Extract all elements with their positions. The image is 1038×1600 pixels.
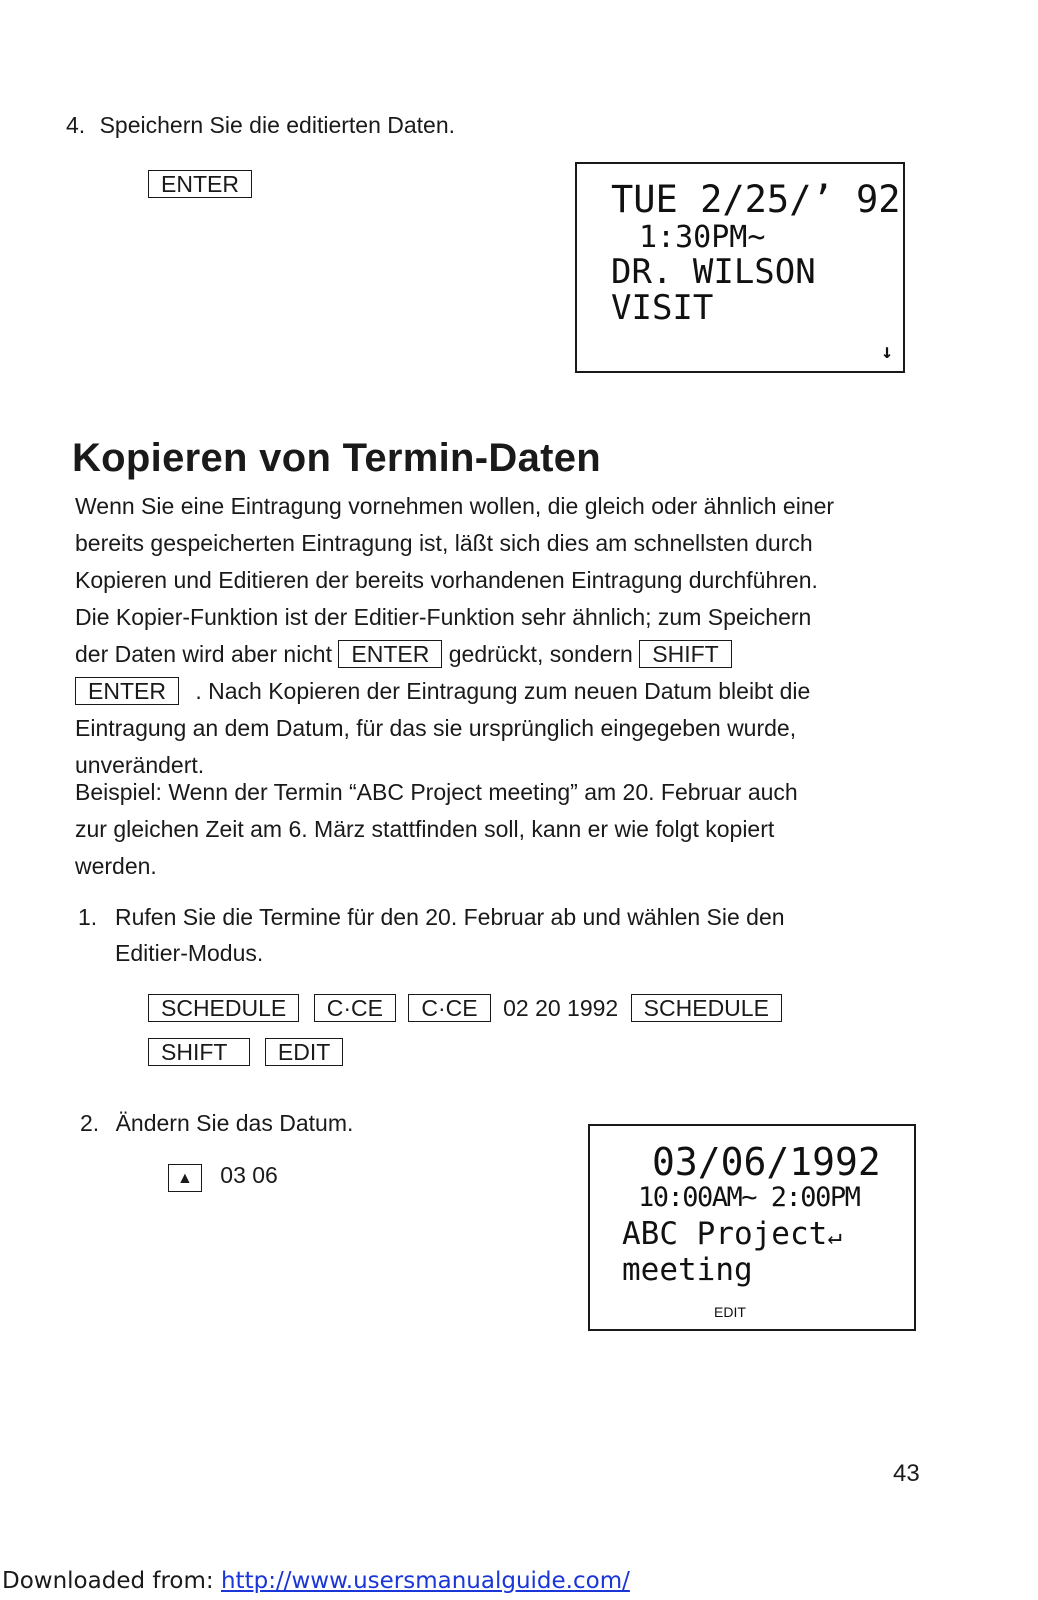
lcd-title-text: ABC Project xyxy=(622,1216,828,1252)
edit-mode-indicator: EDIT xyxy=(714,1304,746,1320)
lcd-line-text: VISIT xyxy=(611,288,714,328)
word: aber xyxy=(230,641,278,667)
section-title: Kopieren von Termin-Daten xyxy=(72,436,602,480)
enter-key: ENTER xyxy=(148,170,252,198)
paragraph-copy-intro xyxy=(75,488,911,784)
text-line-with-keys xyxy=(75,636,911,673)
word: nicht xyxy=(283,641,332,667)
text-line: Kopieren und Editieren der bereits vorhandenen Eintragung durchführen. xyxy=(75,567,818,593)
lcd-line-date: 03/06/1992 xyxy=(652,1140,881,1184)
step-text: Speichern Sie die editierten Daten. xyxy=(99,112,456,138)
lcd-display-1 xyxy=(575,162,905,373)
text-line: unverändert. xyxy=(75,752,205,778)
up-arrow-key: ▲ xyxy=(168,1164,202,1192)
lcd-display-2 xyxy=(588,1124,916,1331)
text-line: Die Kopier-Funktion ist der Editier-Funktion sehr ähnlich; zum Speichern xyxy=(75,604,812,630)
step-number: 4. xyxy=(66,112,86,138)
step2-item xyxy=(80,1112,353,1135)
step-number: 2. xyxy=(80,1110,100,1136)
lcd-line-date: TUE 2/25/’ 92 xyxy=(611,178,901,221)
lcd-line-time: 1:30PM~ xyxy=(639,220,766,255)
date-input-text: 02 20 1992 xyxy=(503,995,619,1021)
key-sequence-row1 xyxy=(148,994,782,1022)
download-footer xyxy=(2,1568,630,1594)
step1-text-line2: Editier-Modus. xyxy=(115,940,264,966)
key-sequence-row2 xyxy=(148,1038,343,1066)
step4-item xyxy=(66,114,455,137)
footer-prefix: Downloaded from: xyxy=(2,1568,221,1594)
word: sondern xyxy=(549,641,633,667)
text-line: bereits gespeicherten Eintragung ist, läßt sich dies am schnellsten durch xyxy=(75,530,813,556)
lcd-line-time: 10:00AM~ 2:00PM xyxy=(638,1182,860,1213)
word: Daten xyxy=(114,641,177,667)
page-number: 43 xyxy=(893,1460,920,1487)
text-line: Beispiel: Wenn der Termin “ABC Project meeting” am 20. Februar auch xyxy=(75,779,798,805)
key-sequence-step2 xyxy=(168,1164,278,1192)
paragraph-example xyxy=(75,774,911,885)
text-line: werden. xyxy=(75,853,157,879)
step1-number: 1. xyxy=(78,904,98,930)
word: gedrückt, xyxy=(448,641,544,667)
step1-text-line1: Rufen Sie die Termine für den 20. Februar ab und wählen Sie den xyxy=(115,904,785,930)
word: der xyxy=(75,641,109,667)
enter-key: ENTER xyxy=(75,677,179,705)
cce-key: C·CE xyxy=(408,994,490,1022)
schedule-key: SCHEDULE xyxy=(631,994,782,1022)
text: . Nach Kopieren der Eintragung zum neuen Datum bleibt die xyxy=(195,678,811,704)
return-icon: ↵ xyxy=(827,1222,842,1250)
lcd-line-name: DR. WILSON xyxy=(611,252,816,292)
step-text: Ändern Sie das Datum. xyxy=(115,1110,354,1136)
enter-key: ENTER xyxy=(338,640,442,668)
schedule-key: SCHEDULE xyxy=(148,994,299,1022)
shift-key: SHIFT xyxy=(639,640,731,668)
text-line-with-key xyxy=(75,673,911,710)
footer-link[interactable]: http://www.usersmanualguide.com/ xyxy=(220,1568,630,1594)
lcd-line-title xyxy=(622,1216,842,1252)
lcd-line-text: meeting xyxy=(622,1252,753,1288)
down-arrow-icon: ↓ xyxy=(880,339,893,363)
word: wird xyxy=(182,641,225,667)
edit-key: EDIT xyxy=(265,1038,343,1066)
text-line: Wenn Sie eine Eintragung vornehmen wollen, die gleich oder ähnlich einer xyxy=(75,493,835,519)
text-line: zur gleichen Zeit am 6. März stattfinden soll, kann er wie folgt kopiert xyxy=(75,816,775,842)
cce-key: C·CE xyxy=(314,994,396,1022)
text-line: Eintragung an dem Datum, für das sie ursprünglich eingegeben wurde, xyxy=(75,715,797,741)
date-input-text: 03 06 xyxy=(220,1162,278,1188)
shift-key: SHIFT xyxy=(148,1038,250,1066)
enter-key-step4 xyxy=(148,170,252,198)
